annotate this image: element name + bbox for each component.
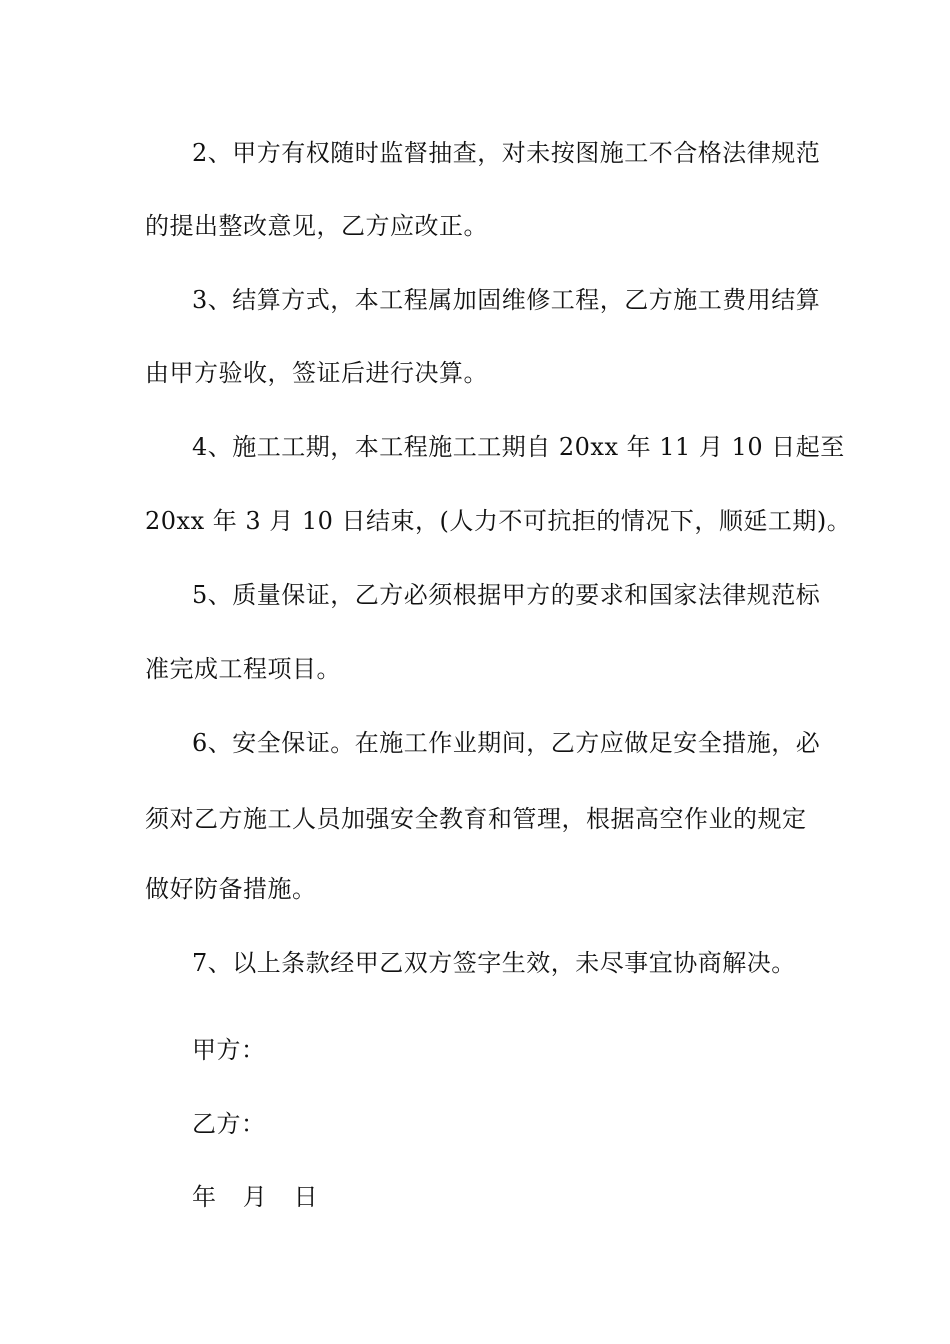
clause-6-line-3: 做好防备措施。 (145, 875, 317, 903)
clause-2-line-2: 的提出整改意见，乙方应改正。 (145, 212, 488, 240)
clause-6-line-2: 须对乙方施工人员加强安全教育和管理，根据高空作业的规定 (145, 805, 807, 833)
party-b-label: 乙方： (192, 1110, 266, 1138)
signing-date (192, 1182, 857, 1212)
clause-6-line-1: 6、安全保证。在施工作业期间，乙方应做足安全措施，必 (192, 729, 821, 757)
clause-3-line-1: 3、结算方式，本工程属加固维修工程，乙方施工费用结算 (192, 286, 821, 314)
date-year-label: 年 (192, 1183, 217, 1211)
clause-4-line-1: 4、施工工期，本工程施工工期自 20xx 年 11 月 10 日起至 (192, 433, 845, 461)
date-month-label: 月 (242, 1183, 268, 1211)
clause-5-line-2: 准完成工程项目。 (145, 655, 341, 683)
clause-3-line-2: 由甲方验收，签证后进行决算。 (145, 359, 488, 387)
clause-5-line-1: 5、质量保证，乙方必须根据甲方的要求和国家法律规范标 (192, 581, 821, 609)
clause-2-line-1: 2、甲方有权随时监督抽查，对未按图施工不合格法律规范 (192, 139, 821, 167)
party-a-label: 甲方： (192, 1036, 266, 1064)
clause-4-line-2: 20xx 年 3 月 10 日结束，(人力不可抗拒的情况下，顺延工期)。 (145, 507, 852, 535)
date-day-label: 日 (293, 1183, 319, 1211)
clause-7-line-1: 7、以上条款经甲乙双方签字生效，未尽事宜协商解决。 (192, 949, 796, 977)
